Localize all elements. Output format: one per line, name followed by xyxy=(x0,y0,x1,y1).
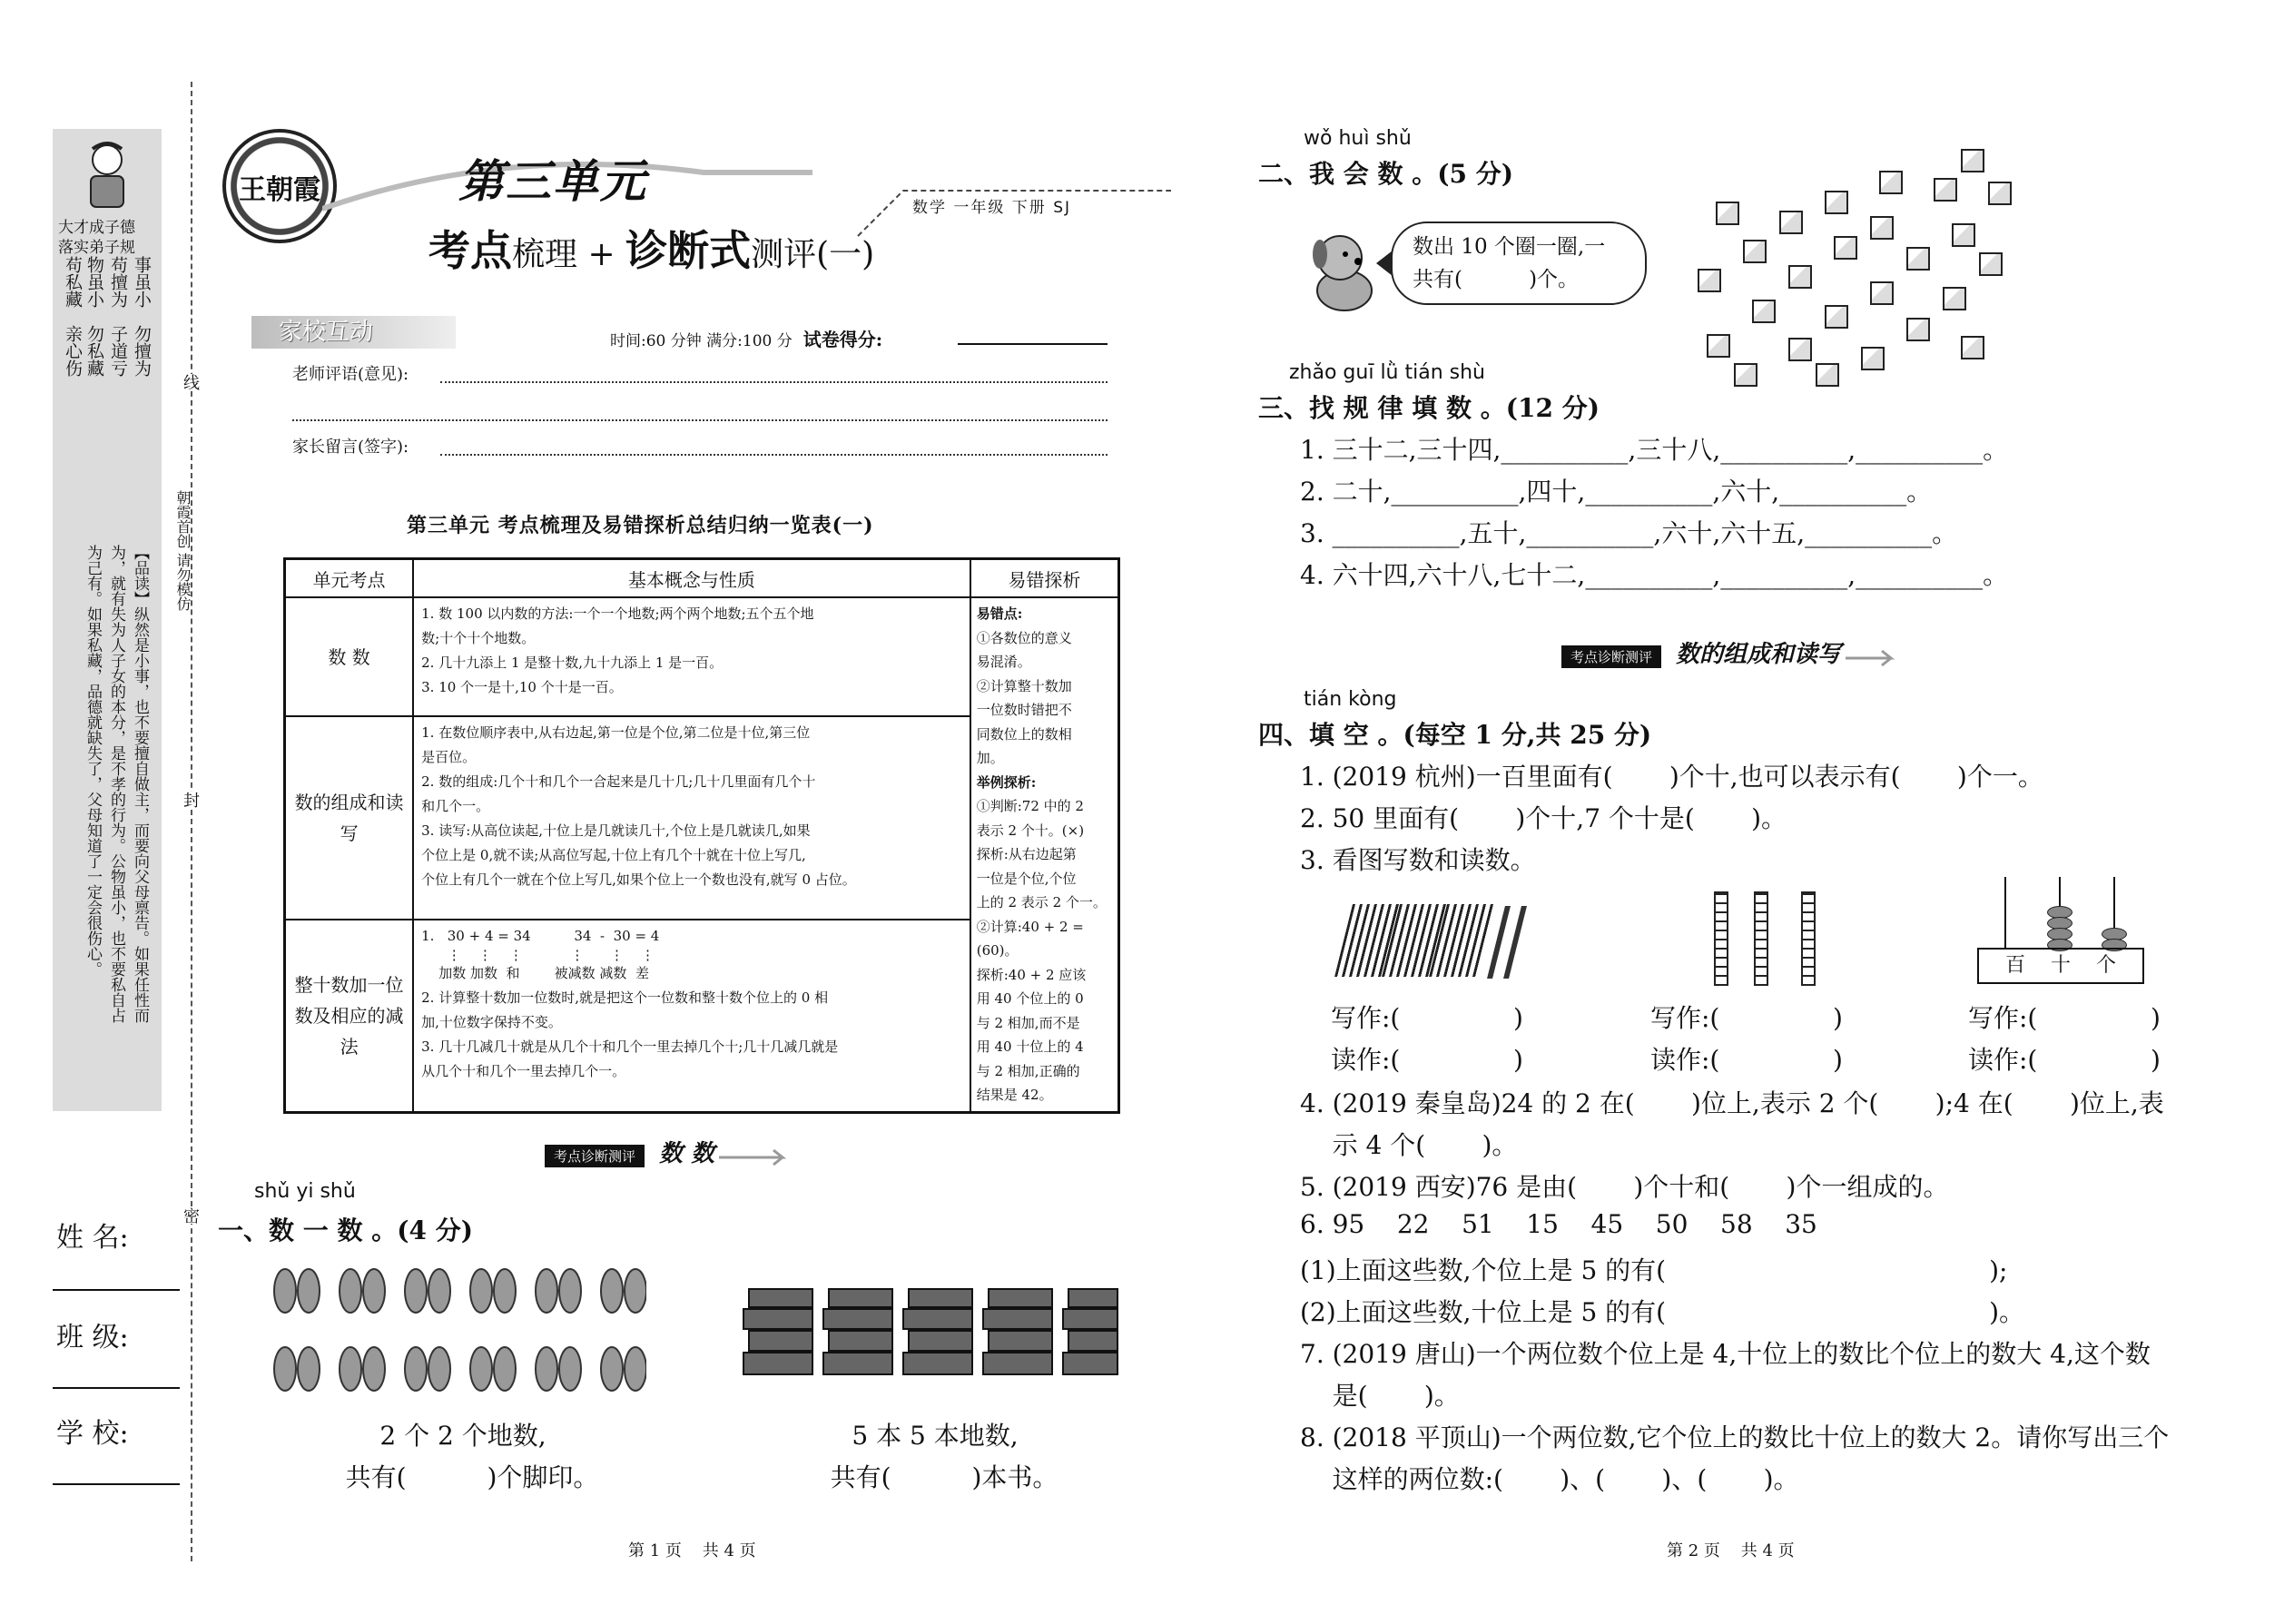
mistake-line: 一位数时错把不 xyxy=(976,702,1072,718)
fill-question: 是( )。 xyxy=(1300,1381,1460,1411)
parent-message-field[interactable] xyxy=(440,454,1108,456)
fill-question: 7. (2019 唐山)一个两位数个位上是 4,十位上的数比个位上的数大 4,这个数 xyxy=(1300,1339,2151,1369)
bubble-text: 共有( )个。 xyxy=(1413,268,1580,291)
mistake-line: 表示 2 个十。(×) xyxy=(976,822,1085,839)
concept-line: 2. 数的组成:几个十和几个一合起来是几十几;几十几里面有几个十 xyxy=(421,773,816,791)
section-pinyin: shǔ yi shǔ xyxy=(254,1180,356,1203)
pattern-question: 4. 六十四,六十八,七十二,__________,__________,__________。 xyxy=(1300,560,2009,590)
concept-line: 3. 读写:从高位读起,十位上是几就读几十,个位上是几就读几,如果 xyxy=(421,822,811,840)
class-line[interactable] xyxy=(53,1387,180,1389)
dog-illustration xyxy=(1304,227,1385,318)
fill-question: 5. (2019 西安)76 是由( )个十和( )个一组成的。 xyxy=(1300,1172,1949,1202)
mistake-line: 易混淆。 xyxy=(976,654,1031,670)
time-score: 时间:60 分钟 满分:100 分 xyxy=(610,332,793,350)
fill-question: (2)上面这些数,十位上是 5 的有( )。 xyxy=(1300,1297,2025,1327)
mistake-line: ①判断:72 中的 2 xyxy=(976,798,1084,814)
reading-col: 为，就有失为人子女的本分，是不孝的行为。公物虽小，也不要私自占 xyxy=(107,545,125,1023)
write-answer: 写作:( ) xyxy=(1331,1003,1523,1033)
mistake-line: 探析:40 + 2 应该 xyxy=(976,966,1087,983)
subject-tag: 数学 一年级 下册 SJ xyxy=(912,199,1072,217)
fill-question: 这样的两位数:( )、( )、( )。 xyxy=(1300,1464,1799,1494)
section-title: 四、填 空 。(每空 1 分,共 25 分) xyxy=(1258,720,1652,750)
banner-label: 考点诊断测评 xyxy=(545,1145,645,1167)
page-footer: 第 2 页 共 4 页 xyxy=(1667,1541,1795,1560)
mistake-line: 用 40 个位上的 0 xyxy=(976,990,1084,1007)
concept-line: 和几个一。 xyxy=(421,798,490,815)
cut-line xyxy=(191,82,192,1561)
unit-title: 第三单元 xyxy=(458,154,647,208)
fill-question: 3. 看图写数和读数。 xyxy=(1300,845,1536,875)
school-label: 学 校: xyxy=(56,1418,129,1450)
arrow-icon xyxy=(719,1148,792,1166)
footprints-caption: 2 个 2 个地数, xyxy=(379,1421,546,1451)
concept-line: 是百位。 xyxy=(421,749,477,766)
motto-col: 苟擅为 xyxy=(108,256,128,308)
write-answer: 写作:( ) xyxy=(1650,1003,1843,1033)
motto-col: 事虽小 xyxy=(132,256,152,308)
concept-line: 2. 计算整十数加一位数时,就是把这个一位数和整十数个位上的 0 相 xyxy=(421,989,829,1007)
fill-question: 2. 50 里面有( )个十,7 个十是( )。 xyxy=(1300,803,1787,833)
mistake-line: ②计算:40 + 2 = xyxy=(976,918,1084,935)
parent-message-label: 家长留言(签字): xyxy=(292,438,409,457)
mistake-line: 探析:从右边起第 xyxy=(976,846,1077,862)
arrow-icon xyxy=(1846,649,1900,667)
mistake-line: 用 40 十位上的 4 xyxy=(976,1038,1084,1055)
mistake-line: 一位是个位,个位 xyxy=(976,870,1077,887)
cut-mark: 密 xyxy=(181,1207,200,1224)
reading-col: 【品读】纵然是小事，也不要擅自做主，而要向父母禀告。如果任性而 xyxy=(131,545,149,1023)
abacus-illustration xyxy=(1977,871,2144,953)
mistake-line: 加。 xyxy=(976,750,1004,766)
concept-cell xyxy=(413,716,970,920)
concept-line: 1. 30 + 4 = 34 34 - 30 = 4 xyxy=(421,928,660,945)
fill-question: 6. 95 22 51 15 45 50 58 35 xyxy=(1300,1209,1817,1239)
mistake-line: ②计算整十数加 xyxy=(976,677,1072,694)
pattern-question: 1. 三十二,三十四,__________,三十八,__________,__________。 xyxy=(1300,435,2009,465)
mistake-line: 上的 2 表示 2 个一。 xyxy=(976,894,1107,910)
concept-cell xyxy=(413,597,970,716)
section-banner xyxy=(545,1135,792,1166)
motto-col: 物虽小 xyxy=(84,256,104,308)
topic-cell: 整十数加一位数及相应的减法 xyxy=(285,920,414,1112)
read-answer: 读作:( ) xyxy=(1650,1045,1843,1075)
concept-line: 从几个十和几个一里去掉几个一。 xyxy=(421,1063,626,1080)
concept-line: 1. 在数位顺序表中,从右边起,第一位是个位,第二位是十位,第三位 xyxy=(421,724,811,742)
cut-mark: 线 xyxy=(181,374,200,390)
motto-col: 子道亏 xyxy=(108,325,128,377)
table-header: 易错探析 xyxy=(970,559,1119,598)
page-footer: 第 1 页 共 4 页 xyxy=(628,1541,756,1560)
concept-line: 加数 加数 和 被减数 减数 差 xyxy=(421,965,649,982)
reading-col: 为己有。如果私藏，品德就缺失了，父母知道了一定会很伤心。 xyxy=(84,545,102,977)
motto-col: 亲心伤 xyxy=(63,325,83,377)
mistake-cell xyxy=(970,597,1119,1112)
cubes-tens-illustration xyxy=(1707,890,1834,989)
class-label: 班 级: xyxy=(56,1322,129,1353)
section-banner xyxy=(1561,635,1900,666)
concept-line: 加,十位数字保持不变。 xyxy=(421,1014,562,1031)
child-illustration xyxy=(80,140,134,212)
score-field[interactable] xyxy=(958,343,1108,345)
home-school-banner: 家校互动 xyxy=(251,316,456,349)
concept-line: 3. 10 个一是十,10 个十是一百。 xyxy=(421,679,623,695)
speech-bubble xyxy=(1391,221,1647,305)
pattern-question: 3. __________,五十,__________,六十,六十五,__________。 xyxy=(1300,518,1958,548)
write-answer: 写作:( ) xyxy=(1968,1003,2161,1033)
motto-col: 勿私藏 xyxy=(84,325,104,377)
topic-cell: 数的组成和读写 xyxy=(285,716,414,920)
title-part: 梳理 + xyxy=(512,236,626,273)
fill-question: (1)上面这些数,个位上是 5 的有( ); xyxy=(1300,1255,2008,1285)
title-part: 考点 xyxy=(428,226,512,275)
mistake-line: ①各数位的意义 xyxy=(976,629,1072,646)
concept-line: 个位上有几个一就在个位上写几,如果个位上一个数也没有,就写 0 占位。 xyxy=(421,871,856,889)
cut-mark: 封 xyxy=(181,792,200,808)
concept-line: 个位上是 0,就不读;从高位写起,十位上有几个十就在十位上写几, xyxy=(421,847,806,864)
section-title: 一、数 一 数 。(4 分) xyxy=(218,1216,473,1245)
teacher-comment-field[interactable] xyxy=(292,419,1108,421)
books-illustration xyxy=(740,1280,1121,1389)
sticks-illustration xyxy=(1334,899,1534,989)
motto-col: 苟私藏 xyxy=(63,256,83,308)
mistake-line: (60)。 xyxy=(976,942,1019,959)
footprints-caption: 共有( )个脚印。 xyxy=(345,1462,599,1492)
summary-table-title: 第三单元 考点梳理及易错探析总结归纳一览表(一) xyxy=(407,514,874,537)
banner-title: 数 数 xyxy=(659,1140,715,1167)
section-pinyin: zhǎo guī lǜ tián shù xyxy=(1289,361,1485,384)
cubes-illustration xyxy=(1689,145,2015,390)
read-answer: 读作:( ) xyxy=(1331,1045,1523,1075)
name-line[interactable] xyxy=(53,1289,180,1291)
concept-line: 3. 几十几减几十就是从几个十和几个一里去掉几个十;几十几减几就是 xyxy=(421,1038,839,1056)
title-part: 测评(一) xyxy=(751,236,875,273)
pattern-question: 2. 二十,__________,四十,__________,六十,__________。 xyxy=(1300,477,1933,507)
concept-line: 1. 数 100 以内数的方法:一个一个地数;两个两个地数;五个五个地 xyxy=(421,605,814,622)
read-answer: 读作:( ) xyxy=(1968,1045,2161,1075)
motto-panel xyxy=(53,129,162,1111)
abacus-labels: 百 十 个 xyxy=(1977,948,2144,984)
exam-meta xyxy=(610,325,882,351)
mistake-line: 同数位上的数相 xyxy=(976,725,1072,743)
summary-table xyxy=(283,557,1120,1114)
footprints-illustration xyxy=(265,1262,646,1407)
section-pinyin: tián kòng xyxy=(1304,688,1397,711)
banner-label: 考点诊断测评 xyxy=(1561,645,1661,668)
mistake-line: 易错点: xyxy=(976,605,1023,622)
motto-header: 大才成子德 xyxy=(58,219,135,237)
concept-line: ⋮ ⋮ ⋮ ⋮ ⋮ ⋮ xyxy=(421,947,655,964)
fill-question: 8. (2018 平顶山)一个两位数,它个位上的数比十位上的数大 2。请你写出三个 xyxy=(1300,1422,2170,1452)
concept-line: 2. 几十九添上 1 是整十数,九十九添上 1 是一百。 xyxy=(421,655,724,671)
score-label: 试卷得分: xyxy=(802,329,883,350)
section-title: 三、找 规 律 填 数 。(12 分) xyxy=(1258,393,1600,423)
fill-question: 1. (2019 杭州)一百里面有( )个十,也可以表示有( )个一。 xyxy=(1300,762,2043,792)
logo-text: 王朝霞 xyxy=(239,174,320,206)
banner-title: 数的组成和读写 xyxy=(1676,641,1842,668)
mistake-line: 举例探析: xyxy=(976,773,1037,791)
title-part: 诊断式 xyxy=(625,226,752,275)
books-caption: 5 本 5 本地数, xyxy=(852,1421,1019,1451)
table-header: 基本概念与性质 xyxy=(413,559,970,598)
bubble-text: 数出 10 个圈一圈,一 xyxy=(1413,235,1606,259)
mistake-line: 与 2 相加,而不是 xyxy=(976,1014,1080,1031)
fill-question: 示 4 个( )。 xyxy=(1300,1130,1518,1160)
mistake-line: 与 2 相加,正确的 xyxy=(976,1062,1080,1079)
topic-cell: 数 数 xyxy=(285,597,414,716)
name-label: 姓 名: xyxy=(56,1222,129,1254)
logo xyxy=(222,129,337,243)
fill-question: 4. (2019 秦皇岛)24 的 2 在( )位上,表示 2 个( );4 在( )位上,表 xyxy=(1300,1088,2164,1118)
concept-line: 数;十个十个地数。 xyxy=(421,630,536,646)
section-title: 二、我 会 数 。(5 分) xyxy=(1258,159,1513,189)
copyright-note: 朝霞首创 请勿模仿 xyxy=(174,490,192,612)
motto-header: 落实弟子规 xyxy=(58,239,135,257)
teacher-comment-label: 老师评语(意见): xyxy=(292,365,409,384)
teacher-comment-field[interactable] xyxy=(440,381,1108,383)
motto-col: 勿擅为 xyxy=(132,325,152,377)
mistake-line: 结果是 42。 xyxy=(976,1087,1053,1103)
school-line[interactable] xyxy=(53,1483,180,1485)
table-header: 单元考点 xyxy=(285,559,414,598)
section-pinyin: wǒ huì shǔ xyxy=(1304,127,1412,150)
test-title xyxy=(428,218,874,278)
concept-cell xyxy=(413,920,970,1112)
books-caption: 共有( )本书。 xyxy=(830,1462,1058,1492)
